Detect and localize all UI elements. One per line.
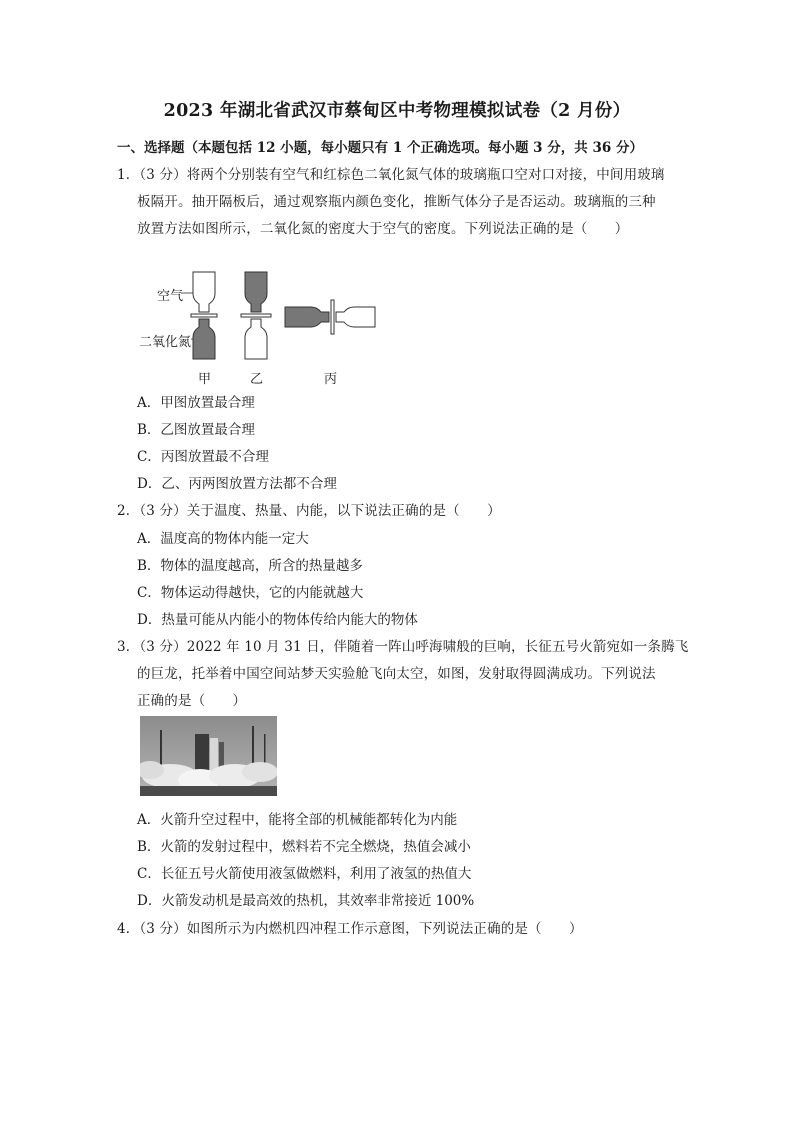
bottle-setup-bing <box>285 300 375 334</box>
page-title: 2023 年湖北省武汉市蔡甸区中考物理模拟试卷（2 月份） <box>163 101 631 121</box>
question-1-option-a: A．甲图放置最合理 <box>137 395 255 411</box>
question-2-option-b: B．物体的温度越高，所含的热量越多 <box>137 558 363 574</box>
question-2-line-1: 2．（3 分）关于温度、热量、内能，以下说法正确的是（ ） <box>117 503 501 519</box>
bottle-setup-jia <box>191 272 217 359</box>
question-4-line-1: 4．（3 分）如图所示为内燃机四冲程工作示意图，下列说法正确的是（ ） <box>117 921 583 937</box>
no2-label: 二氧化氮 <box>139 335 192 350</box>
caption-yi: 乙 <box>250 372 264 387</box>
question-1-line-2: 板隔开。抽开隔板后，通过观察瓶内颜色变化，推断气体分子是否运动。玻璃瓶的三种 <box>137 194 656 210</box>
rocket-launch-photo <box>140 716 277 796</box>
question-3-option-a: A．火箭升空过程中，能将全部的机械能都转化为内能 <box>137 812 458 828</box>
gas-bottles-figure <box>135 262 395 387</box>
question-1-option-d: D．乙、丙两图放置方法都不合理 <box>137 476 337 492</box>
question-2-option-d: D．热量可能从内能小的物体传给内能大的物体 <box>137 612 418 628</box>
caption-bing: 丙 <box>324 372 338 387</box>
question-1-option-c: C．丙图放置最不合理 <box>137 449 269 465</box>
question-2-option-c: C．物体运动得越快，它的内能就越大 <box>137 585 364 601</box>
question-1-line-3: 放置方法如图所示，二氧化氮的密度大于空气的密度。下列说法正确的是（ ） <box>137 221 629 237</box>
question-3-option-b: B．火箭的发射过程中，燃料若不完全燃烧，热值会减小 <box>137 839 471 855</box>
question-1-option-b: B．乙图放置最合理 <box>137 422 255 438</box>
bottle-setup-yi <box>241 272 271 359</box>
question-3-line-3: 正确的是（ ） <box>137 693 247 709</box>
section-heading: 一、选择题（本题包括 12 小题，每小题只有 1 个正确选项。每小题 3 分，共 36 分） <box>117 140 643 156</box>
air-label: 空气 <box>157 289 184 304</box>
question-3-option-d: D．火箭发动机是最高效的热机，其效率非常接近 100% <box>137 893 475 909</box>
question-2-option-a: A．温度高的物体内能一定大 <box>137 531 309 547</box>
question-3-option-c: C．长征五号火箭使用液氢做燃料，利用了液氢的热值大 <box>137 866 472 882</box>
question-3-line-2: 的巨龙，托举着中国空间站梦天实验舱飞向太空，如图，发射取得圆满成功。下列说法 <box>137 666 656 682</box>
caption-jia: 甲 <box>198 372 212 387</box>
question-1-line-1: 1．（3 分）将两个分别装有空气和红棕色二氧化氮气体的玻璃瓶口空对口对接，中间用玻璃 <box>117 167 665 183</box>
question-3-line-1: 3．（3 分）2022 年 10 月 31 日，伴随着一阵山呼海啸般的巨响，长征五号火箭宛如一条腾飞 <box>117 639 689 655</box>
